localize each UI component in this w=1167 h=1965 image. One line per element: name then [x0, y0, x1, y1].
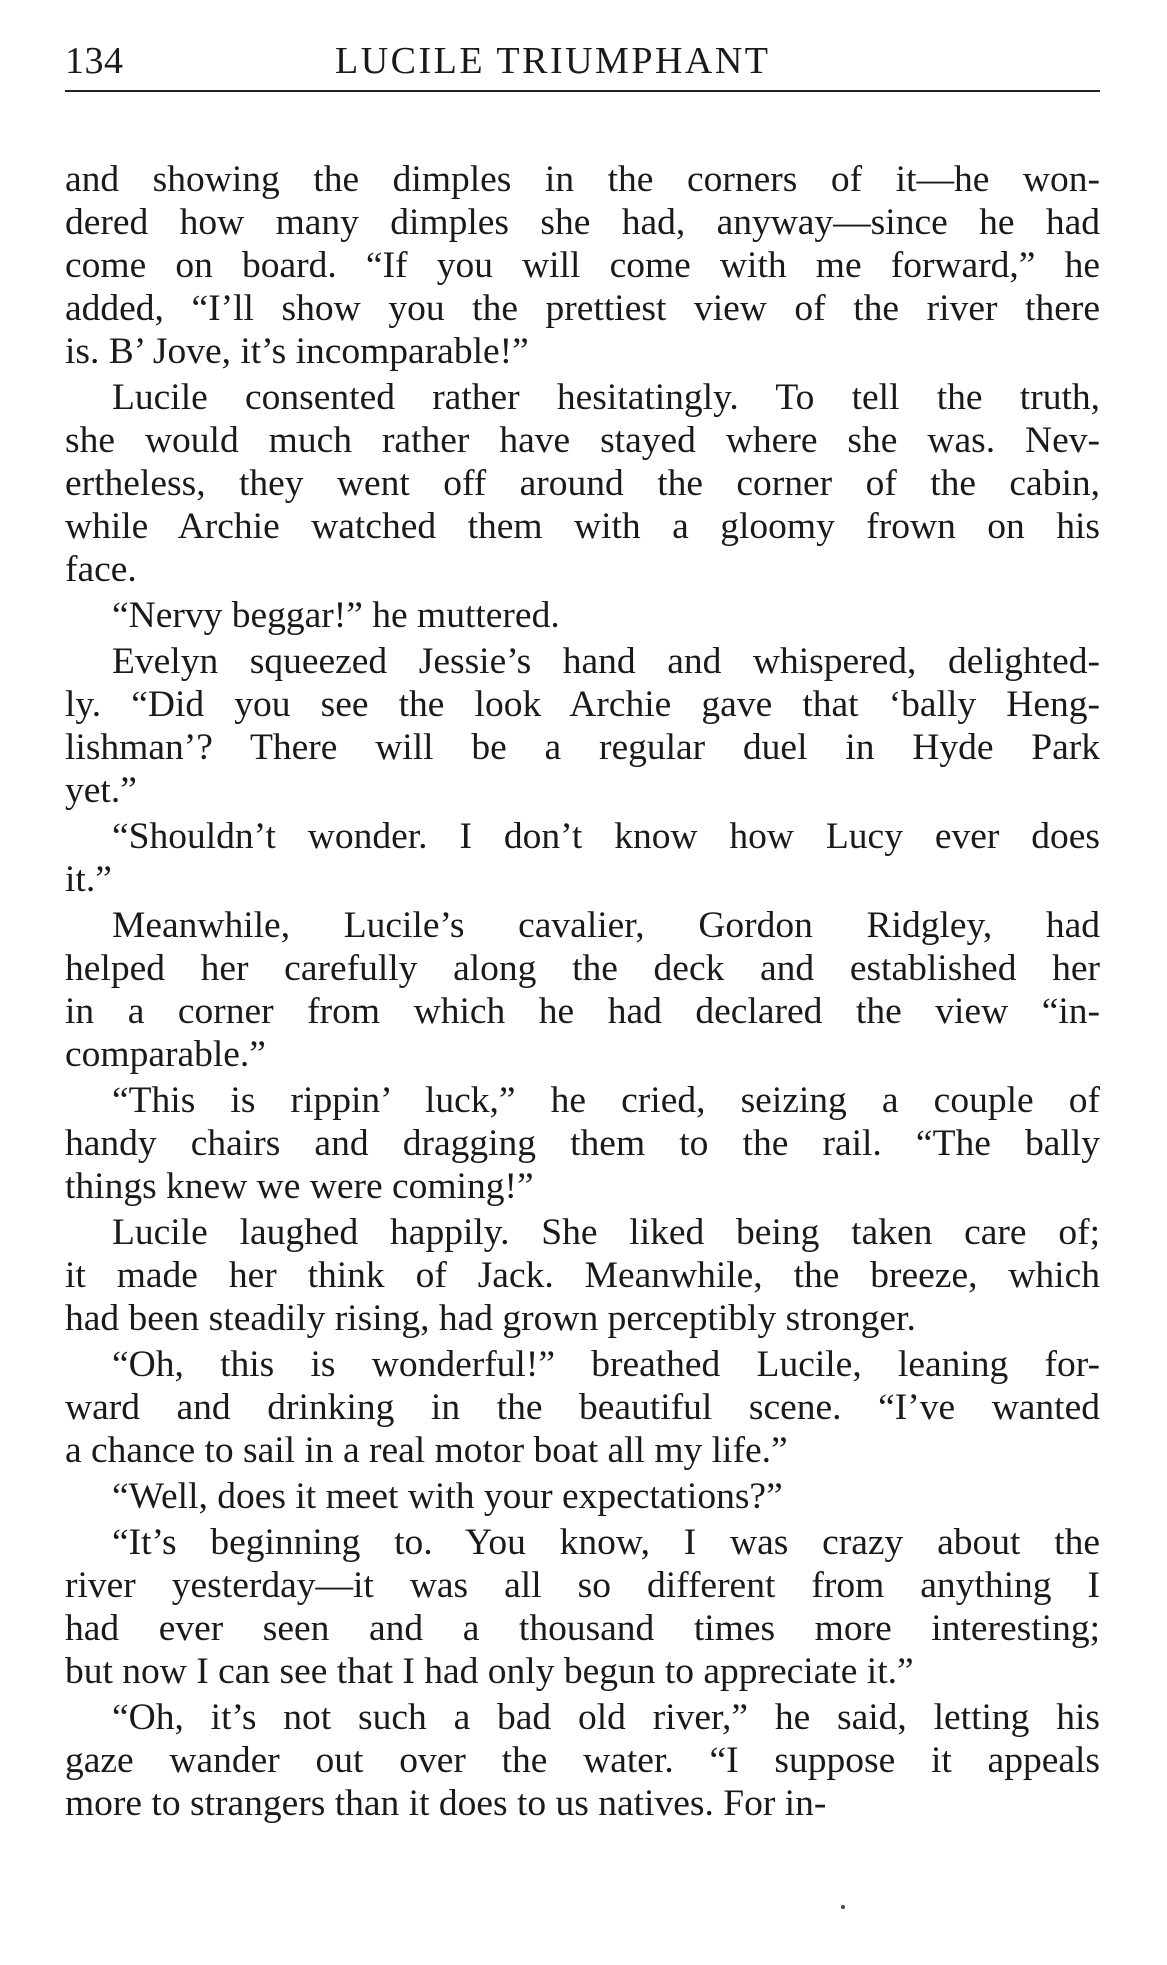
text-line: added, “I’ll show you the prettiest view of the river there [65, 288, 1100, 329]
paragraph [65, 158, 1100, 373]
text-line: it made her think of Jack. Meanwhile, the breeze, which [65, 1255, 1100, 1296]
text-line: yet.” [65, 770, 137, 811]
text-line: Lucile consented rather hesitatingly. To tell the truth, [112, 377, 1100, 418]
text-line: “Oh, this is wonderful!” breathed Lucile, leaning for- [112, 1344, 1100, 1385]
text-line: it.” [65, 859, 112, 900]
text-line: a chance to sail in a real motor boat all my life.” [65, 1430, 788, 1471]
text-line: helped her carefully along the deck and established her [65, 948, 1100, 989]
text-line: “This is rippin’ luck,” he cried, seizing a couple of [112, 1080, 1100, 1121]
text-line: gaze wander out over the water. “I suppose it appeals [65, 1740, 1100, 1781]
text-line: face. [65, 549, 137, 590]
text-line: ertheless, they went off around the corner of the cabin, [65, 463, 1100, 504]
text-line: she would much rather have stayed where she was. Nev- [65, 420, 1100, 461]
text-line: in a corner from which he had declared the view “in- [65, 991, 1100, 1032]
paragraph [65, 904, 1100, 1076]
paragraph [65, 594, 1100, 637]
text-line: “Shouldn’t wonder. I don’t know how Lucy ever does [112, 816, 1100, 857]
text-line: but now I can see that I had only begun to appreciate it.” [65, 1651, 914, 1692]
paragraph [65, 640, 1100, 812]
text-line: come on board. “If you will come with me forward,” he [65, 245, 1100, 286]
text-line: river yesterday—it was all so different from anything I [65, 1565, 1100, 1606]
text-line: dered how many dimples she had, anyway—since he had [65, 202, 1100, 243]
text-line: had been steadily rising, had grown perceptibly stronger. [65, 1298, 916, 1339]
text-line: comparable.” [65, 1034, 266, 1075]
text-line: “Nervy beggar!” he muttered. [112, 595, 560, 636]
text-line: “It’s beginning to. You know, I was crazy about the [112, 1522, 1100, 1563]
body-text [65, 158, 1100, 1828]
paragraph [65, 1696, 1100, 1825]
text-line: more to strangers than it does to us natives. For in- [65, 1783, 827, 1824]
paragraph [65, 376, 1100, 591]
text-line: lishman’? There will be a regular duel in Hyde Park [65, 727, 1100, 768]
paragraph [65, 1343, 1100, 1472]
running-head [65, 36, 1100, 92]
paragraph [65, 1079, 1100, 1208]
paragraph [65, 1475, 1100, 1518]
text-line: had ever seen and a thousand times more interesting; [65, 1608, 1100, 1649]
paragraph [65, 1521, 1100, 1693]
text-line: is. B’ Jove, it’s incomparable!” [65, 331, 529, 372]
text-line: ly. “Did you see the look Archie gave that ‘bally Heng- [65, 684, 1100, 725]
text-line: while Archie watched them with a gloomy frown on his [65, 506, 1100, 547]
paragraph [65, 1211, 1100, 1340]
text-line: handy chairs and dragging them to the rail. “The bally [65, 1123, 1100, 1164]
text-line: and showing the dimples in the corners of it—he won- [65, 159, 1100, 200]
text-line: “Well, does it meet with your expectations?” [112, 1476, 783, 1517]
text-line: ward and drinking in the beautiful scene. “I’ve wanted [65, 1387, 1100, 1428]
running-title: LUCILE TRIUMPHANT [335, 40, 771, 82]
page-number: 134 [65, 40, 124, 82]
text-line: Meanwhile, Lucile’s cavalier, Gordon Ridgley, had [112, 905, 1100, 946]
print-speck [841, 1905, 845, 1909]
text-line: things knew we were coming!” [65, 1166, 534, 1207]
text-line: Evelyn squeezed Jessie’s hand and whispered, delighted- [112, 641, 1100, 682]
text-line: “Oh, it’s not such a bad old river,” he said, letting his [112, 1697, 1100, 1738]
paragraph [65, 815, 1100, 901]
text-line: Lucile laughed happily. She liked being taken care of; [112, 1212, 1100, 1253]
